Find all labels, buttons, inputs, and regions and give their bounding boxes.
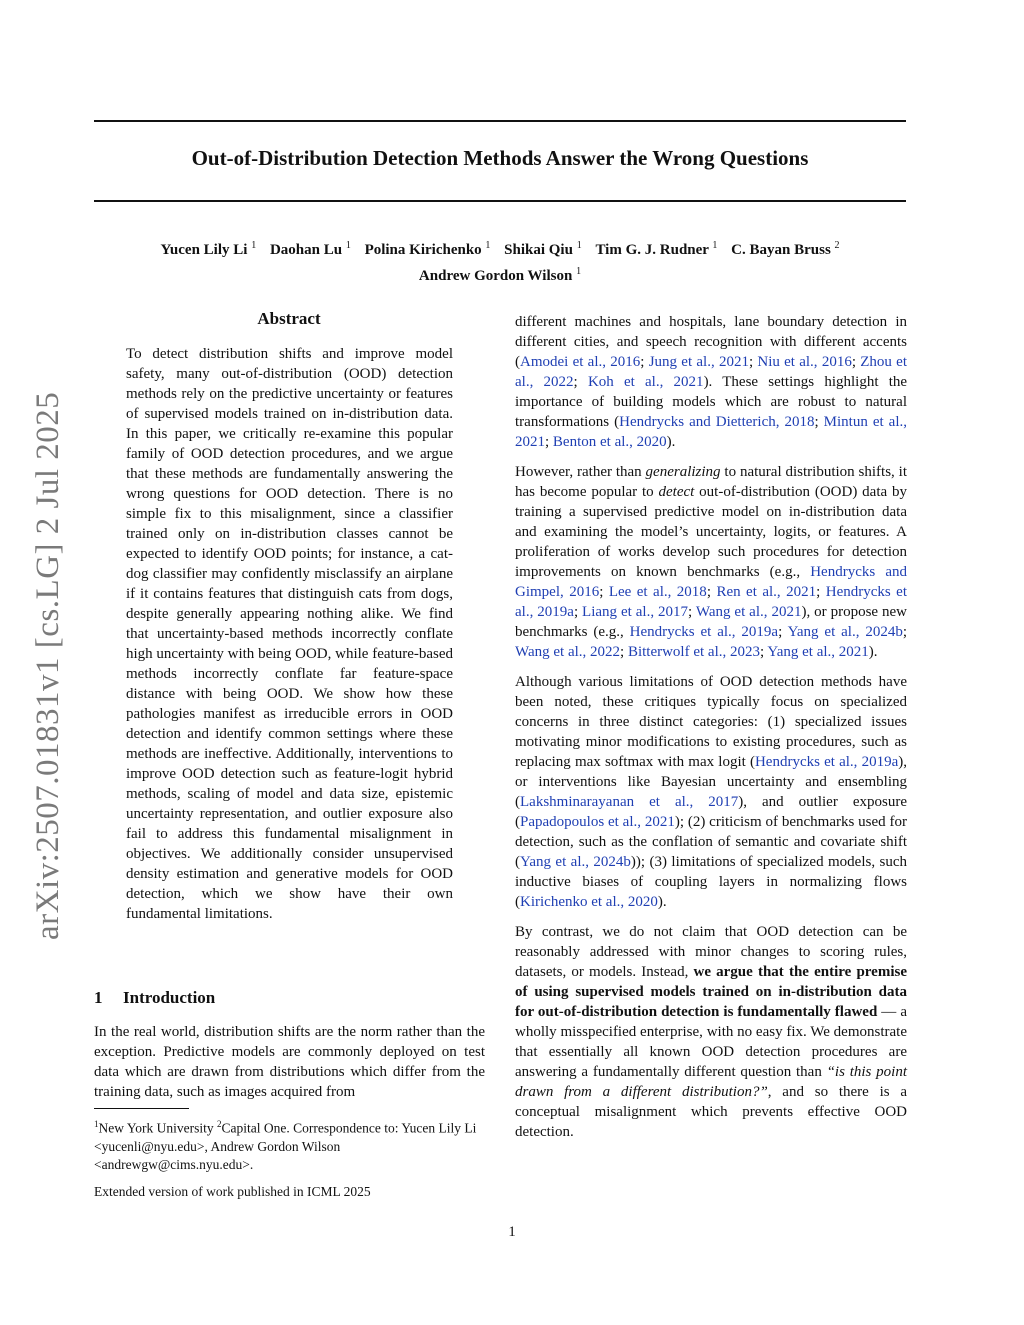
author-line-1 xyxy=(94,235,906,261)
text-run: ); (2) criticism of benchmarks used for detection, such as the conflation of semantic and covariate shift ( xyxy=(515,814,907,870)
paragraph xyxy=(515,462,907,662)
text-run: ; xyxy=(573,374,588,390)
footnote-rule xyxy=(94,1108,189,1109)
paper-title: Out-of-Distribution Detection Methods Answer the Wrong Questions xyxy=(191,146,809,170)
title-top-rule xyxy=(94,120,906,122)
citation-link[interactable]: Jung et al., 2021 xyxy=(648,354,749,370)
text-run: ; xyxy=(814,414,824,430)
text-run: different machines and hospitals, lane boundary detection in different cities, and speech recognition with different accents ( xyxy=(515,314,907,370)
paragraph xyxy=(515,312,907,452)
citation-link[interactable]: Liang et al., 2017 xyxy=(582,604,689,620)
author: Shikai Qiu $^1$ xyxy=(504,240,582,258)
emphasis: generalizing xyxy=(645,464,721,480)
citation-link[interactable]: Hendrycks et al., 2019a xyxy=(754,754,899,770)
citation-link[interactable]: Ren et al., 2021 xyxy=(716,584,817,600)
intro-paragraph: In the real world, distribution shifts are the norm rather than the exception. Predictive models are commonly deployed on test data which are drawn from distributions which differ from the training data, such as images acquired from xyxy=(94,1024,485,1100)
text-run: ; xyxy=(545,434,553,450)
text-run: ). xyxy=(868,644,878,660)
text-run: ; xyxy=(760,644,768,660)
right-column xyxy=(515,312,907,1152)
citation-link[interactable]: Bitterwolf et al., 2023 xyxy=(627,644,760,660)
arxiv-identifier: arXiv:2507.01831v1 [cs.LG] 2 Jul 2025 xyxy=(30,391,66,940)
section-title: Introduction xyxy=(123,988,216,1007)
paragraph xyxy=(515,672,907,912)
text-run: ; xyxy=(902,624,907,640)
citation-link[interactable]: Yang et al., 2021 xyxy=(767,644,869,660)
citation-link[interactable]: Hendrycks and Gimpel, 2016 xyxy=(515,564,907,600)
abstract-heading: Abstract xyxy=(257,309,321,328)
text-run: ). xyxy=(666,434,676,450)
text-run: ; xyxy=(599,584,609,600)
citation-link[interactable]: Mintun et al., 2021 xyxy=(515,414,907,450)
bold-claim: we argue that the entire premise of using supervised models trained on in-distribution data for out-of-distribution detection is fundamentally flawed xyxy=(515,964,907,1020)
author: C. Bayan Bruss $^2$ xyxy=(731,240,840,258)
text-run: ; xyxy=(706,584,717,600)
text-run: ; xyxy=(748,354,758,370)
citation-link[interactable]: Niu et al., 2016 xyxy=(757,354,852,370)
author-list xyxy=(94,235,906,287)
text-run: ; xyxy=(620,644,628,660)
author: Daohan Lu $^1$ xyxy=(269,240,351,258)
text-run: — a wholly misspecified enterprise, with no easy fix. We demonstrate that essentially all known OOD detection procedures are answering a fundamentally different question than xyxy=(515,1004,907,1080)
author: Andrew Gordon Wilson $^1$ xyxy=(418,266,582,284)
citation-link[interactable]: Hendrycks et al., 2019a xyxy=(515,584,907,620)
title-bottom-rule xyxy=(94,200,906,202)
footnote: $^1$New York University $^2$Capital One. Correspondence to: Yucen Lily Li <yucenli@nyu.edu>, Andrew Gordon Wilson <andrewgw@cims.nyu.edu>. xyxy=(94,1119,477,1172)
section-number: 1 xyxy=(94,988,103,1007)
text-run: )); (3) limitations of specialized models, such inductive biases of coupling layers in normalizing flows ( xyxy=(515,854,907,910)
citation-link[interactable]: Amodei et al., 2016 xyxy=(520,354,641,370)
text-run: out-of-distribution (OOD) data by training a supervised predictive model on in-distribution data and examining the model’s uncertainty, logits, or features. A proliferation of works develop such procedures for detection improvements on known benchmarks (e.g., xyxy=(515,484,908,580)
citation-link[interactable]: Yang et al., 2024b xyxy=(787,624,903,640)
citation-link[interactable]: Zhou et al., 2022 xyxy=(515,354,908,390)
text-run: ; xyxy=(688,604,696,620)
citation-link[interactable]: Kirichenko et al., 2020 xyxy=(520,894,658,910)
citation-link[interactable]: Hendrycks and Dietterich, 2018 xyxy=(619,414,815,430)
citation-link[interactable]: Hendrycks et al., 2019a xyxy=(629,624,779,640)
page-number: 1 xyxy=(508,1224,516,1240)
paragraph xyxy=(515,922,907,1142)
text-run: ), and outlier exposure ( xyxy=(515,794,907,830)
text-run: However, rather than xyxy=(515,464,646,480)
citation-link[interactable]: Yang et al., 2024b xyxy=(520,854,631,870)
text-run: ; xyxy=(573,604,583,620)
text-run: ), or propose new benchmarks (e.g., xyxy=(515,604,907,640)
abstract-text: To detect distribution shifts and improve model safety, many out-of-distribution (OOD) detection methods rely on the predictive uncertainty or features of supervised models trained on in-distribution data. In this paper, we critically re-examine this popular family of OOD detection procedures, and we argue that these methods are fundamentally answering the wrong questions for OOD detection. There is no simple fix to this misalignment, since a classifier trained only on in-distribution classes cannot be expected to identify OOD points; for instance, a cat-dog classifier may confidently misclassify an airplane if it contains features that distinguish cats from dogs, despite generally appearing nothing alike. We find that uncertainty-based methods incorrectly conflate high uncertainty with being OOD, while feature-based methods incorrectly conflate far feature-space distance with being OOD. We show how these pathologies manifest as irreducible errors in OOD detection and identify common settings where these methods are ineffective. Additionally, interventions to improve OOD detection such as feature-logit hybrid methods, scaling of model and data size, epistemic uncertainty representation, and outlier exposure also fail to address this fundamental misalignment in objectives. We additionally consider unsupervised density estimation and generative models for OOD detection, which we show have their own fundamental limitations. xyxy=(126,346,453,922)
citation-link[interactable]: Wang et al., 2022 xyxy=(515,644,621,660)
text-run: ), or interventions like Bayesian uncertainty and ensembling ( xyxy=(515,754,907,810)
text-run: ). These settings highlight the importance of building models which are robust to natural transformations ( xyxy=(515,374,908,430)
author: Polina Kirichenko $^1$ xyxy=(364,240,491,258)
author: Yucen Lily Li $^1$ xyxy=(160,240,257,258)
author-line-2 xyxy=(94,261,906,287)
text-run: ; xyxy=(778,624,788,640)
citation-link[interactable]: Koh et al., 2021 xyxy=(587,374,704,390)
author: Tim G. J. Rudner $^1$ xyxy=(595,240,718,258)
text-run: By contrast, we do not claim that OOD detection can be reasonably addressed with minor changes to scoring rules, datasets, or models. Instead, xyxy=(515,924,907,980)
text-run: Although various limitations of OOD detection methods have been noted, these critiques typically focus on specialized concerns in three distinct categories: (1) specialized issues motivating minor modifications to existing procedures, such as replacing max softmax with max logit ( xyxy=(515,674,907,770)
emphasis: “is this point drawn from a different distribution?” xyxy=(515,1064,907,1100)
text-run: ; xyxy=(816,584,826,600)
text-run: , and so there is a conceptual misalignment which prevents effective OOD detection. xyxy=(515,1084,907,1140)
section-heading xyxy=(94,988,215,1008)
emphasis: detect xyxy=(658,484,695,500)
citation-link[interactable]: Lee et al., 2018 xyxy=(608,584,707,600)
citation-link[interactable]: Benton et al., 2020 xyxy=(552,434,667,450)
text-run: ). xyxy=(657,894,667,910)
citation-link[interactable]: Papadopoulos et al., 2021 xyxy=(520,814,675,830)
extended-version-note: Extended version of work published in ICML 2025 xyxy=(94,1184,371,1199)
text-run: ; xyxy=(851,354,861,370)
text-run: to natural distribution shifts, it has become popular to xyxy=(515,464,907,500)
citation-link[interactable]: Wang et al., 2021 xyxy=(695,604,802,620)
citation-link[interactable]: Lakshminarayanan et al., 2017 xyxy=(520,794,739,810)
text-run: ; xyxy=(640,354,649,370)
